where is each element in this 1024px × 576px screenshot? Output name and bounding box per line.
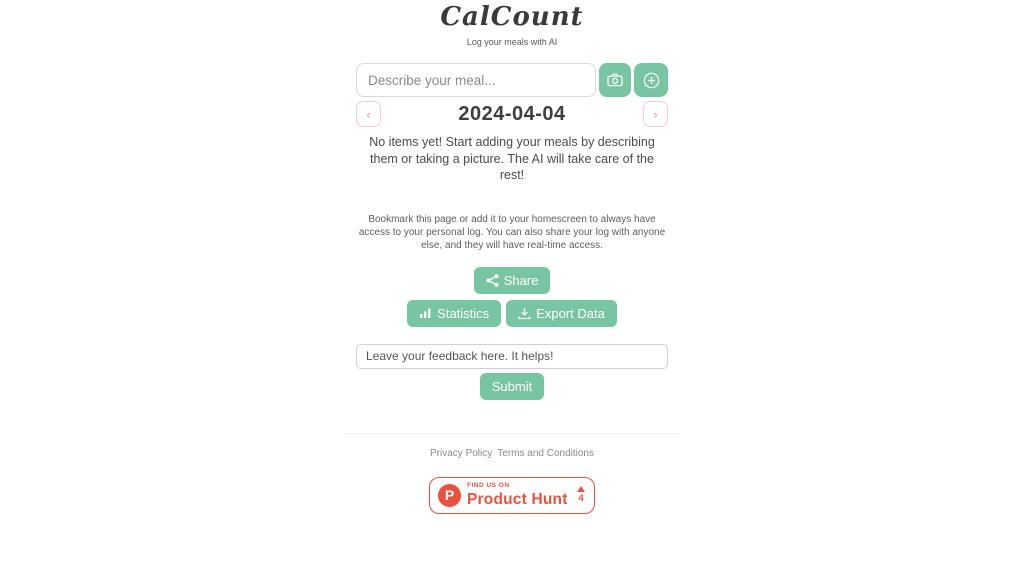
meal-entry-row bbox=[356, 63, 668, 97]
chevron-right-icon: › bbox=[653, 106, 658, 122]
upvote-arrow-icon bbox=[577, 486, 585, 492]
submit-feedback-button[interactable] bbox=[480, 373, 544, 400]
chevron-left-icon: ‹ bbox=[366, 106, 371, 122]
submit-button-label: Submit bbox=[491, 378, 533, 394]
camera-button[interactable] bbox=[599, 63, 631, 97]
actions-row bbox=[407, 300, 617, 327]
product-hunt-tagline: FIND US ON bbox=[467, 482, 510, 490]
app-title: CalCount bbox=[440, 2, 584, 32]
export-data-button-label: Export Data bbox=[536, 305, 605, 321]
product-hunt-badge[interactable] bbox=[429, 477, 595, 514]
bar-chart-icon bbox=[419, 307, 432, 319]
share-button-label: Share bbox=[503, 272, 539, 288]
camera-icon bbox=[607, 73, 623, 87]
upvote-count: 4 bbox=[578, 493, 584, 505]
statistics-button-label: Statistics bbox=[437, 305, 490, 321]
meal-description-input[interactable] bbox=[356, 63, 596, 97]
terms-and-conditions-link[interactable]: Terms and Conditions bbox=[497, 447, 594, 459]
product-hunt-upvote bbox=[577, 486, 585, 504]
bookmark-note: Bookmark this page or add it to your homescreen to always have access to your personal log. You can also share your log with anyone else, and they will have real-time access. bbox=[358, 213, 666, 251]
previous-day-button[interactable] bbox=[356, 101, 381, 127]
footer-links bbox=[430, 448, 594, 459]
footer-divider bbox=[344, 433, 680, 434]
product-hunt-logo-icon: P bbox=[438, 484, 461, 507]
plus-circle-icon bbox=[643, 72, 660, 89]
date-navigation bbox=[356, 101, 668, 127]
share-button[interactable] bbox=[474, 267, 551, 294]
next-day-button[interactable] bbox=[643, 101, 668, 127]
app-subtitle: Log your meals with AI bbox=[466, 37, 558, 47]
export-data-button[interactable] bbox=[506, 300, 617, 327]
empty-state-message: No items yet! Start adding your meals by describing them or taking a picture. The AI will take care of the rest! bbox=[369, 135, 655, 183]
feedback-input[interactable] bbox=[356, 344, 668, 369]
share-icon bbox=[486, 274, 499, 287]
privacy-policy-link[interactable]: Privacy Policy bbox=[430, 447, 493, 459]
statistics-button[interactable] bbox=[407, 300, 501, 327]
current-date: 2024-04-04 bbox=[458, 102, 566, 125]
product-hunt-name: Product Hunt bbox=[467, 490, 568, 508]
add-meal-button[interactable] bbox=[634, 63, 668, 97]
download-icon bbox=[518, 307, 531, 320]
